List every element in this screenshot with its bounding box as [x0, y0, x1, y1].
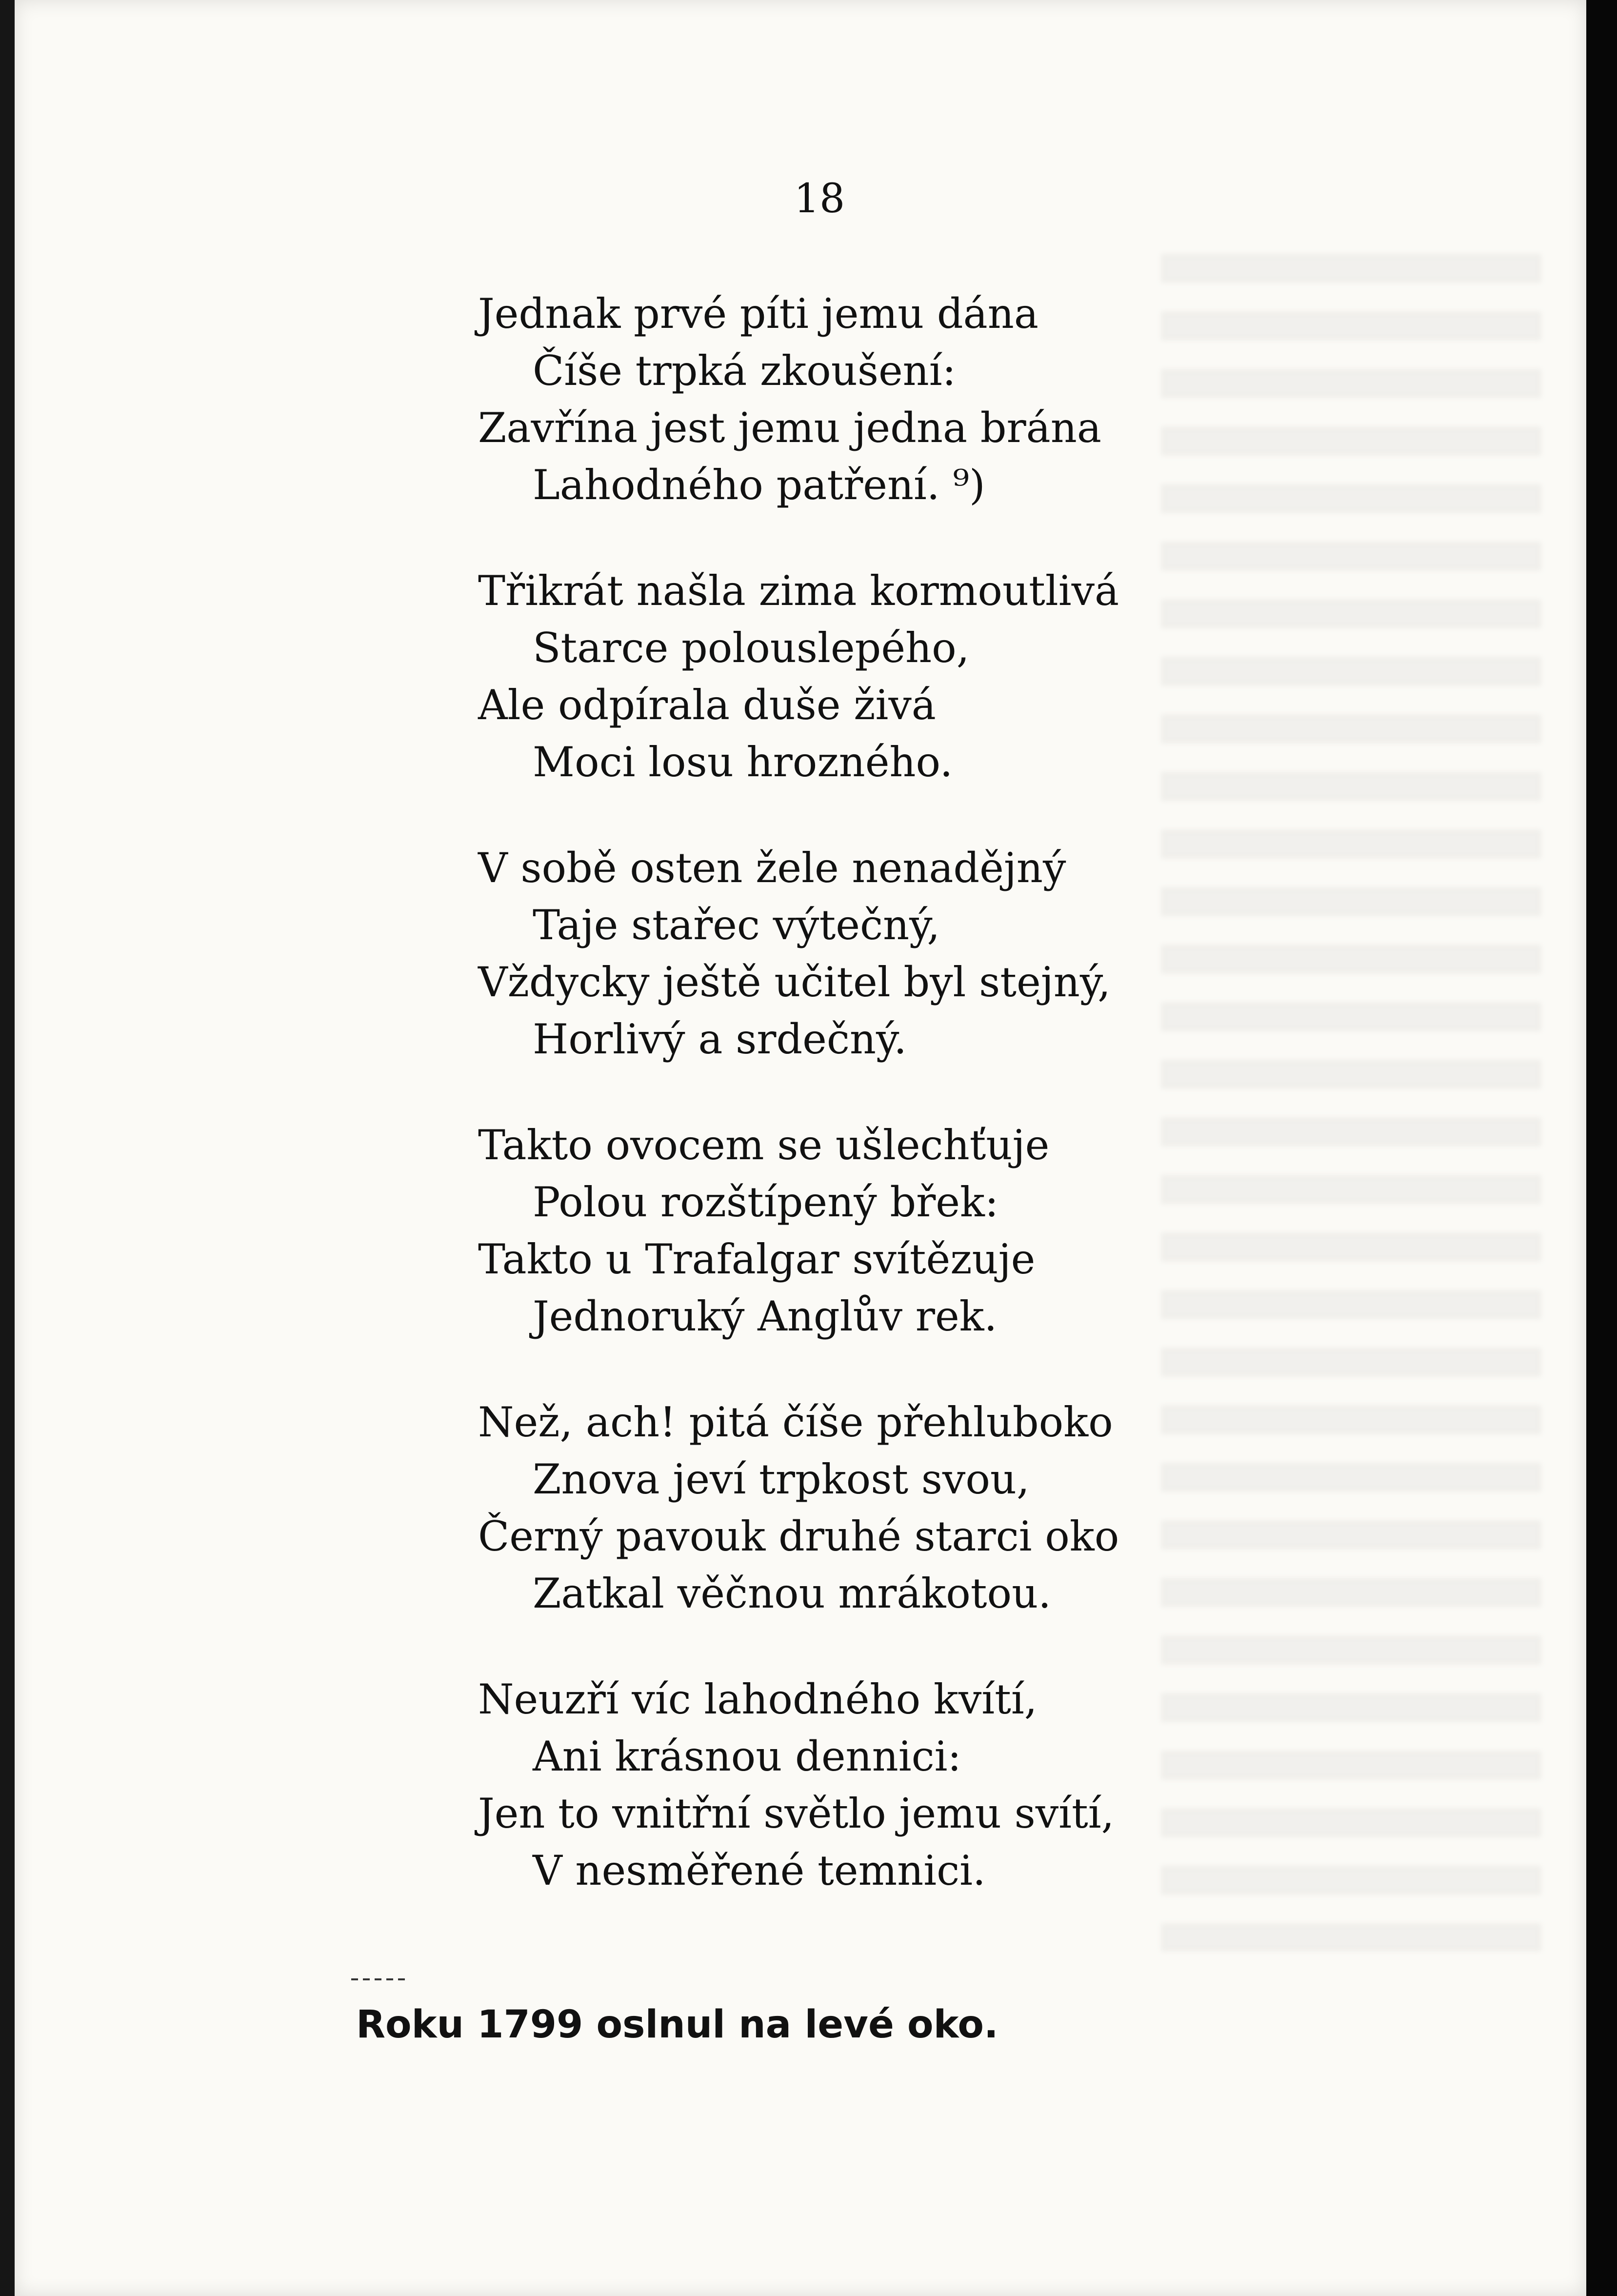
verse-line: Starce polouslepého,	[533, 624, 970, 672]
verse-line: Jen to vnitřní světlo jemu svítí,	[478, 1790, 1115, 1837]
stanza	[478, 840, 1332, 1068]
verse-line: Lahodného patření. ⁹)	[533, 461, 985, 509]
verse-line: V sobě osten žele nenadějný	[478, 844, 1066, 892]
verse-line: Zavřína jest jemu jedna brána	[478, 404, 1101, 452]
verse-line: Polou rozštípený břek:	[533, 1178, 999, 1226]
verse-line: Taje stařec výtečný,	[533, 901, 940, 949]
verse-line: Neuzří víc lahodného kvítí,	[478, 1675, 1038, 1723]
verse-line: Jednoruký Anglův rek.	[533, 1292, 998, 1340]
verse-line: Moci losu hrozného.	[533, 738, 953, 786]
page-number: 18	[794, 176, 845, 222]
verse-line: Jednak prvé píti jemu dána	[478, 290, 1038, 338]
verse-line: Zatkal věčnou mrákotou.	[533, 1570, 1051, 1617]
verse-line: Číše trpká zkoušení:	[533, 347, 956, 395]
verse-line: V nesměřené temnici.	[533, 1847, 986, 1894]
stanza	[478, 1117, 1332, 1345]
verse-line: Než, ach! pitá číše přehluboko	[478, 1398, 1113, 1446]
verse-line: Černý pavouk druhé starci oko	[478, 1512, 1119, 1560]
right-scan-border	[1586, 0, 1617, 2296]
stanza	[478, 1671, 1332, 1899]
verse-line: Znova jeví trpkost svou,	[533, 1455, 1030, 1503]
poem	[478, 285, 1332, 1899]
verse-line: Takto ovocem se ušlechťuje	[478, 1121, 1050, 1169]
footnote-rule	[351, 1978, 410, 1980]
verse-line: Ani krásnou dennici:	[533, 1732, 961, 1780]
stanza	[478, 285, 1332, 514]
footnote: Roku 1799 oslnul na levé oko.	[356, 2003, 998, 2047]
verse-line: Horlivý a srdečný.	[533, 1015, 907, 1063]
stanza	[478, 1394, 1332, 1622]
verse-line: Vždycky ještě učitel byl stejný,	[478, 958, 1111, 1006]
left-scan-border	[0, 0, 15, 2296]
verse-line: Ale odpírala duše živá	[478, 681, 936, 729]
stanza	[478, 563, 1332, 791]
verse-line: Třikrát našla zima kormoutlivá	[478, 567, 1119, 615]
verse-line: Takto u Trafalgar svítězuje	[478, 1235, 1036, 1283]
